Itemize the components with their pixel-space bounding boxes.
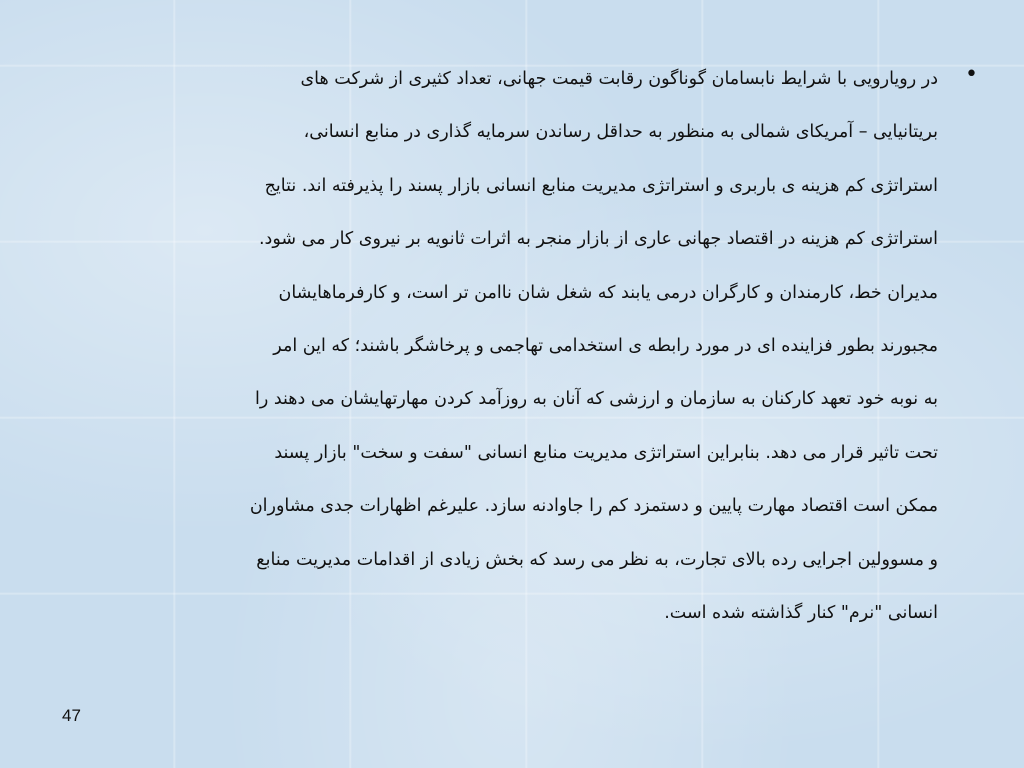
paragraph-line: و مسوولین اجرایی رده بالای تجارت، به نظر می رسد که بخش زیادی از اقدامات مدیریت منابع [256, 549, 938, 570]
paragraph-line: انسانی "نرم" کنار گذاشته شده است. [664, 602, 938, 623]
paragraph-line: به نوبه خود تعهد کارکنان به سازمان و ارزشی که آنان به روزآمد کردن مهارتهایشان می دهند را [254, 389, 938, 410]
paragraph-line: تحت تاثیر قرار می دهد. بنابراین استراتژی مدیریت منابع انسانی "سفت و سخت" بازار پسند [274, 442, 938, 463]
bullet-icon: • [965, 62, 978, 87]
paragraph-line: مجبورند بطور فزاینده ای در مورد رابطه ی استخدامی تهاجمی و پرخاشگر باشند؛ که این امر [273, 335, 938, 356]
paragraph-line: ممکن است اقتصاد مهارت پایین و دستمزد کم را جاوادنه سازد. علیرغم اظهارات جدی مشاوران [249, 496, 938, 517]
paragraph-line: استراتژی کم هزینه در اقتصاد جهانی عاری از بازار منجر به اثرات ثانویه بر نیروی کار می شود. [258, 229, 938, 250]
paragraph-line: استراتژی کم هزینه ی باربری و استراتژی مدیریت منابع انسانی بازار پسند را پذیرفته اند. نتایج [264, 175, 938, 196]
page-number: 47 [62, 706, 81, 725]
paragraph-line: مدیران خط، کارمندان و کارگران درمی یابند که شغل شان ناامن تر است، و کارفرماهایشان [278, 282, 938, 303]
body-paragraph [38, 62, 938, 649]
paragraph-line: در رویارویی با شرایط نابسامان گوناگون رقابت قیمت جهانی، تعداد کثیری از شرکت های [300, 69, 938, 89]
paragraph-line: بریتانیایی – آمریکای شمالی به منظور به حداقل رساندن سرمایه گذاری در منابع انسانی، [303, 122, 938, 143]
